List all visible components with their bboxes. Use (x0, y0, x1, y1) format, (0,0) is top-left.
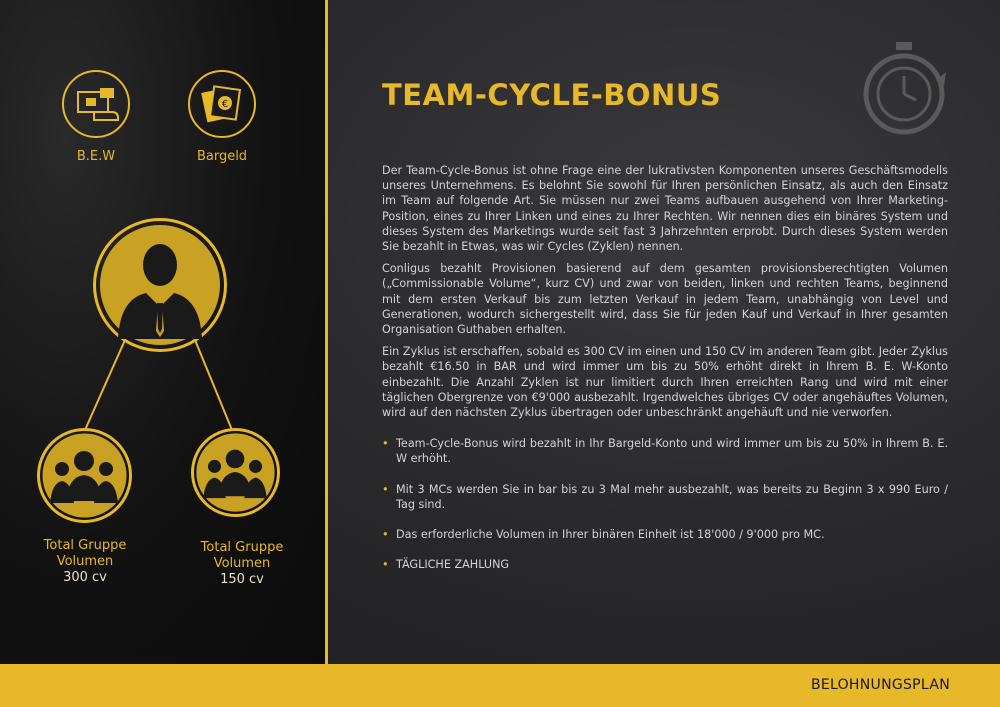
bullet-item: • Das erforderliche Volumen in Ihrer binären Einheit ist 18'000 / 9'000 pro MC. (382, 527, 948, 542)
group-icon (40, 431, 129, 520)
right-team-label-line2: Volumen (213, 556, 271, 571)
footer-bar (0, 664, 1000, 707)
left-team-cv: 300 cv (63, 570, 107, 585)
left-team-label-line2: Volumen (56, 554, 114, 569)
bullet-item: • Mit 3 MCs werden Sie in bar bis zu 3 Mal mehr ausbezahlt, was bereits zu Beginn 3 x 990 Euro / Tag sind. (382, 482, 948, 512)
group-icon (194, 431, 277, 514)
left-team-label (30, 538, 140, 586)
stopwatch-icon (856, 40, 952, 136)
right-team-label (187, 540, 297, 588)
paragraph-commission: Conligus bezahlt Provisionen basierend auf dem gesamten provisionsberechtigten Volumen („Commissionable Volume“, kurz CV) und zwar von beiden, linken und rechten Teams, beginnend mit dem ersten Verkauf bis zum letzten Verkauf in jedem Team, unabhängig von Level und Generationen, wodurch sichergestellt wird, dass Sie für jeden Kauf und Verkauf in Ihrer gesamten Organisation Guthaben erhalten. (382, 262, 948, 337)
bullet-item: • Team-Cycle-Bonus wird bezahlt in Ihr Bargeld-Konto und wird immer um bis zu 50% in Ihrem B. E. W erhöht. (382, 436, 948, 466)
left-team-label-line1: Total Gruppe (43, 538, 127, 553)
tree-line-right (195, 340, 232, 430)
right-team-cv: 150 cv (220, 572, 264, 587)
right-team-avatar (191, 428, 280, 517)
footer-label: BELOHNUNGSPLAN (810, 677, 950, 693)
cash-money-icon (188, 70, 256, 138)
top-person-avatar (93, 218, 227, 352)
bullet-item: • TÄGLICHE ZAHLUNG (382, 557, 948, 572)
vertical-divider (325, 0, 328, 664)
bew-label: B.E.W (76, 149, 116, 164)
paragraph-cycle: Ein Zyklus ist erschaffen, sobald es 300 CV im einen und 150 CV im anderen Team gibt. Jeder Zyklus bezahlt €16.50 in BAR und wird immer um bis zu 50% erhöht direkt in Ihrem B. E. W-Konto einbezahlt. Die Anzahl Zyklen ist nur limitiert durch Ihren erreichten Rang und wird mit einer täglichen Obergrenze von €9'000 ausbezahlt. Irgendwelches übriges CV oder angehäuftes Volumen, wird auf den nächsten Zyklus übertragen oder unbeschränkt angehäuft und nie verworfen. (382, 345, 948, 420)
right-team-label-line1: Total Gruppe (200, 540, 284, 555)
paragraph-intro: Der Team-Cycle-Bonus ist ohne Frage eine der lukrativsten Komponenten unseres Geschäftsmodells unseres Unternehmens. Es belohnt Sie sowohl für Ihren persönlichen Einsatz, als auch den Einsatz im Team auf folgende Art. Sie müssen nur zwei Teams aufbauen ausgehend von Ihrer Marketing-Position, eines zu Ihrer Linken und eines zu Ihrer Rechten. Wir nennen dies ein binäres System und dieses System des Marketings wurde seit fast 3 Jahrzehnten erprobt. Durch dieses System werden Sie bezahlt in Etwas, was wir Cycles (Zyklen) nennen. (382, 164, 948, 254)
page-title: TEAM-CYCLE-BONUS (382, 78, 722, 112)
bullet-list (382, 436, 948, 572)
bargeld-label: Bargeld (196, 149, 248, 164)
person-icon (96, 221, 224, 349)
svg-text:€: € (221, 99, 229, 110)
bew-wallet-icon (62, 70, 130, 138)
tree-line-left (85, 340, 125, 430)
body-text (382, 163, 948, 587)
left-team-avatar (37, 428, 132, 523)
